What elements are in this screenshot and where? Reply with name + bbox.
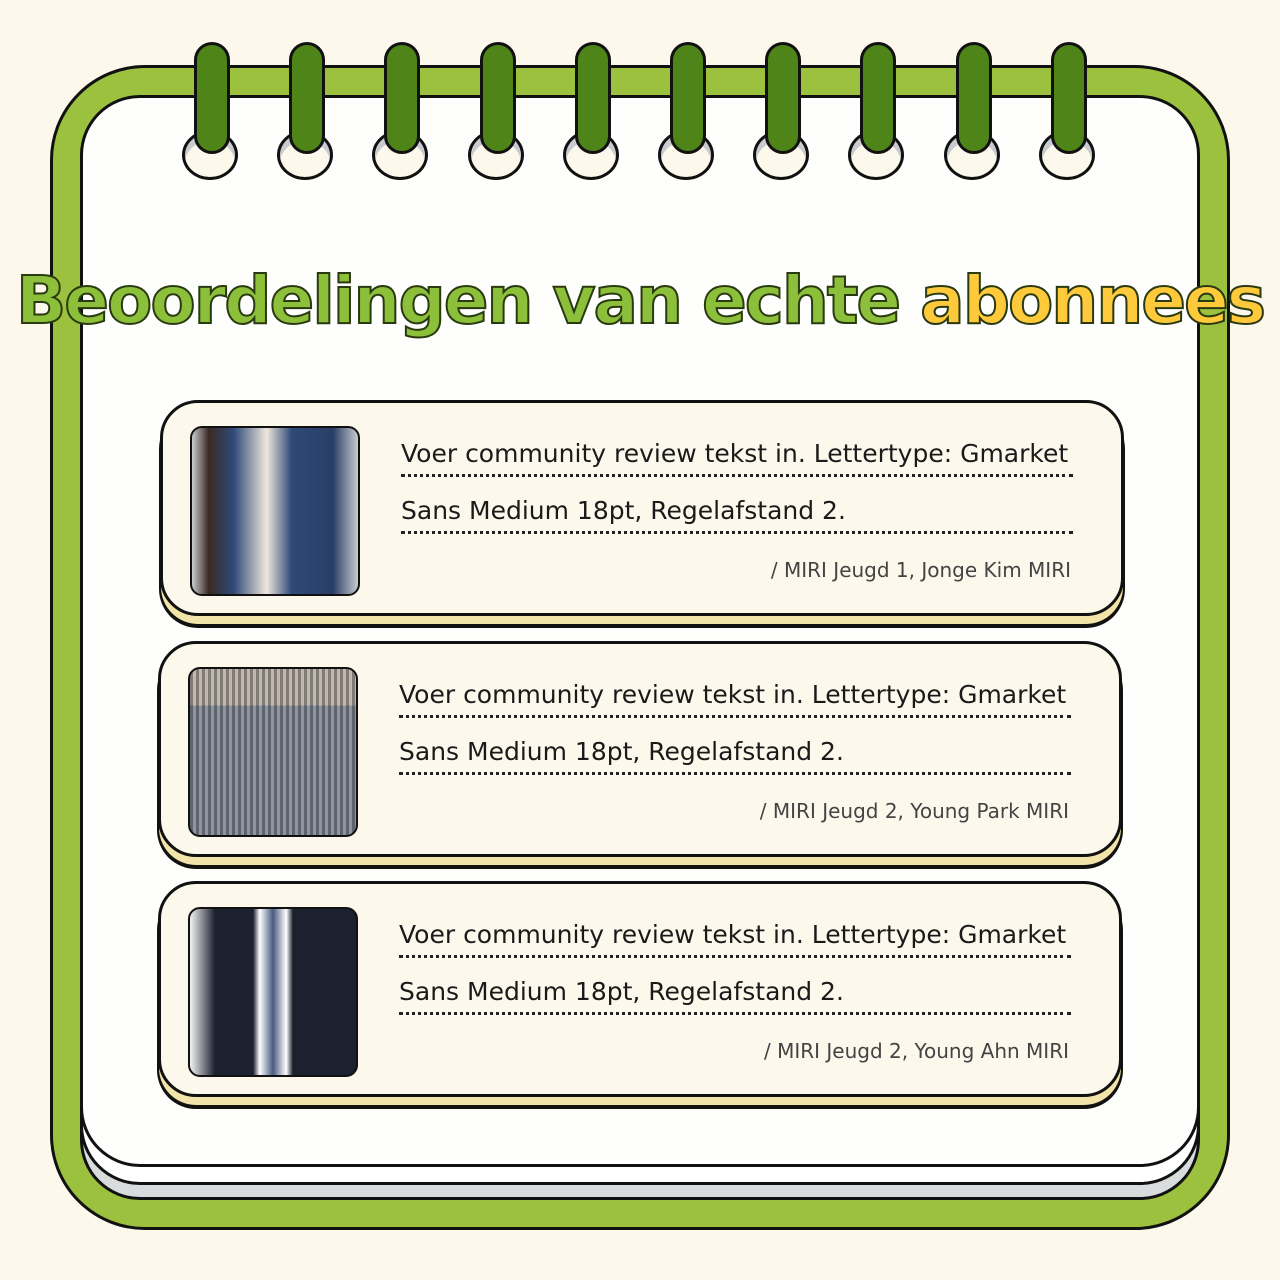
review-card — [160, 400, 1124, 616]
review-text-line: Voer community review tekst in. Lettertype: Gmarket — [399, 920, 1071, 958]
review-text-line: Sans Medium 18pt, Regelafstand 2. — [399, 977, 1071, 1015]
reviewer-photo — [190, 426, 360, 596]
review-author: / MIRI Jeugd 1, Jonge Kim MIRI — [770, 558, 1071, 582]
review-text-line: Sans Medium 18pt, Regelafstand 2. — [399, 737, 1071, 775]
ring-bar — [194, 42, 230, 154]
review-text-line: Voer community review tekst in. Lettertype: Gmarket — [401, 439, 1073, 477]
ring-bar — [670, 42, 706, 154]
review-author: / MIRI Jeugd 2, Young Park MIRI — [759, 799, 1069, 823]
page-title — [0, 262, 1280, 339]
review-author: / MIRI Jeugd 2, Young Ahn MIRI — [763, 1039, 1069, 1063]
ring-bar — [860, 42, 896, 154]
ring-bar — [956, 42, 992, 154]
ring-bar — [575, 42, 611, 154]
review-text-line: Voer community review tekst in. Lettertype: Gmarket — [399, 680, 1071, 718]
review-card — [158, 641, 1122, 857]
ring-bar — [480, 42, 516, 154]
review-text-line: Sans Medium 18pt, Regelafstand 2. — [401, 496, 1073, 534]
ring-bar — [384, 42, 420, 154]
review-card — [158, 881, 1122, 1097]
ring-bar — [1051, 42, 1087, 154]
ring-bar — [765, 42, 801, 154]
ring-bar — [289, 42, 325, 154]
reviewer-photo — [188, 907, 358, 1077]
title-highlight: abonnees — [920, 262, 1265, 339]
reviewer-photo — [188, 667, 358, 837]
title-main: Beoordelingen van echte — [15, 262, 900, 339]
